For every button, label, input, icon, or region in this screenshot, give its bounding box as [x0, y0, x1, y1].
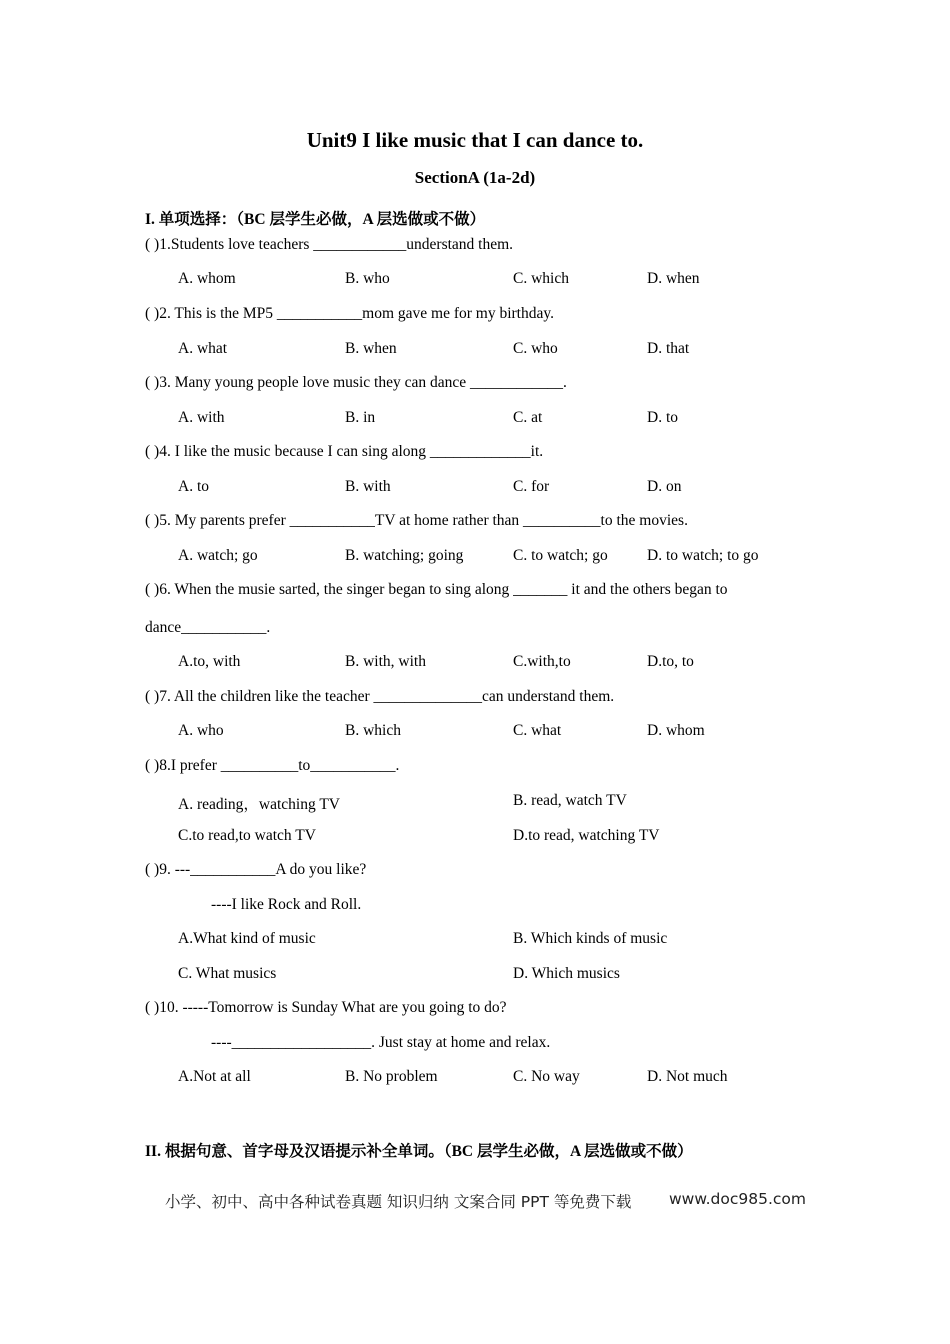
question-9-option-d: D. Which musics — [513, 965, 620, 982]
page-subtitle: SectionA (1a-2d) — [414, 168, 536, 187]
question-3-option-b: B. in — [345, 409, 376, 426]
question-3-option-d: D. to — [647, 409, 678, 426]
footer-url[interactable]: www.doc985.com — [669, 1190, 806, 1208]
question-9-option-c: C. What musics — [178, 965, 277, 982]
page-title: Unit9 I like music that I can dance to. — [306, 128, 644, 152]
question-4-stem: ( )4. I like the music because I can sing along _____________it. — [145, 443, 544, 460]
question-6-stem: ( )6. When the musie sarted, the singer began to sing along _______ it and the others began to — [145, 581, 728, 598]
question-10-option-a: A.Not at all — [178, 1068, 251, 1085]
question-5-option-d: D. to watch; to go — [647, 547, 759, 564]
question-6-option-b: B. with, with — [345, 653, 426, 670]
question-3-stem: ( )3. Many young people love music they can dance ____________. — [145, 374, 567, 391]
question-9-stem: ( )9. ---___________A do you like? — [145, 861, 367, 878]
question-6-option-d: D.to, to — [647, 653, 694, 670]
question-7-option-d: D. whom — [647, 722, 705, 739]
question-6-option-a: A.to, with — [178, 653, 241, 670]
question-4-option-d: D. on — [647, 478, 682, 495]
question-6-option-c: C.with,to — [513, 653, 571, 670]
question-3-option-c: C. at — [513, 409, 543, 426]
question-8-option-d: D.to read, watching TV — [513, 827, 660, 844]
question-2-stem: ( )2. This is the MP5 ___________mom gave me for my birthday. — [145, 305, 554, 322]
question-2-option-d: D. that — [647, 340, 690, 357]
footer-text: 小学、初中、高中各种试卷真题 知识归纳 文案合同 PPT 等免费下载 — [165, 1193, 632, 1211]
question-3-option-a: A. with — [178, 409, 225, 426]
question-9-option-b: B. Which kinds of music — [513, 930, 668, 947]
question-4-option-c: C. for — [513, 478, 550, 495]
question-2-option-a: A. what — [178, 340, 228, 357]
question-9-response: ----I like Rock and Roll. — [211, 896, 362, 913]
section-1-heading: I. 单项选择：（BC 层学生必做，A 层选做或不做） — [145, 211, 486, 228]
question-8-option-c: C.to read,to watch TV — [178, 827, 316, 844]
question-6-stem-continued: dance___________. — [145, 619, 271, 636]
question-4-option-a: A. to — [178, 478, 209, 495]
question-1-option-d: D. when — [647, 270, 700, 287]
question-8-stem: ( )8.I prefer __________to___________. — [145, 757, 400, 774]
question-10-stem: ( )10. -----Tomorrow is Sunday What are you going to do? — [145, 999, 507, 1016]
question-10-option-d: D. Not much — [647, 1068, 728, 1085]
question-7-option-a: A. who — [178, 722, 224, 739]
question-7-option-b: B. which — [345, 722, 401, 739]
question-1-stem: ( )1.Students love teachers ____________understand them. — [145, 236, 514, 253]
question-7-option-c: C. what — [513, 722, 562, 739]
question-2-option-c: C. who — [513, 340, 558, 357]
question-10-option-b: B. No problem — [345, 1068, 438, 1085]
question-5-option-a: A. watch; go — [178, 547, 258, 564]
section-2-heading: II. 根据句意、首字母及汉语提示补全单词。（BC 层学生必做，A 层选做或不做） — [145, 1143, 693, 1160]
question-1-option-c: C. which — [513, 270, 569, 287]
question-5-option-c: C. to watch; go — [513, 547, 608, 564]
question-7-stem: ( )7. All the children like the teacher ______________can understand them. — [145, 688, 615, 705]
question-10-option-c: C. No way — [513, 1068, 580, 1085]
question-5-option-b: B. watching; going — [345, 547, 464, 564]
question-8-option-a: A. reading，watching TV — [178, 796, 340, 813]
question-1-option-b: B. who — [345, 270, 390, 287]
question-1-option-a: A. whom — [178, 270, 236, 287]
question-4-option-b: B. with — [345, 478, 391, 495]
question-5-stem: ( )5. My parents prefer ___________TV at home rather than __________to the movies. — [145, 512, 688, 529]
question-10-response: ----__________________. Just stay at home and relax. — [211, 1034, 551, 1051]
question-8-option-b: B. read, watch TV — [513, 792, 627, 809]
footer — [165, 1190, 806, 1212]
question-9-option-a: A.What kind of music — [178, 930, 316, 947]
question-2-option-b: B. when — [345, 340, 397, 357]
